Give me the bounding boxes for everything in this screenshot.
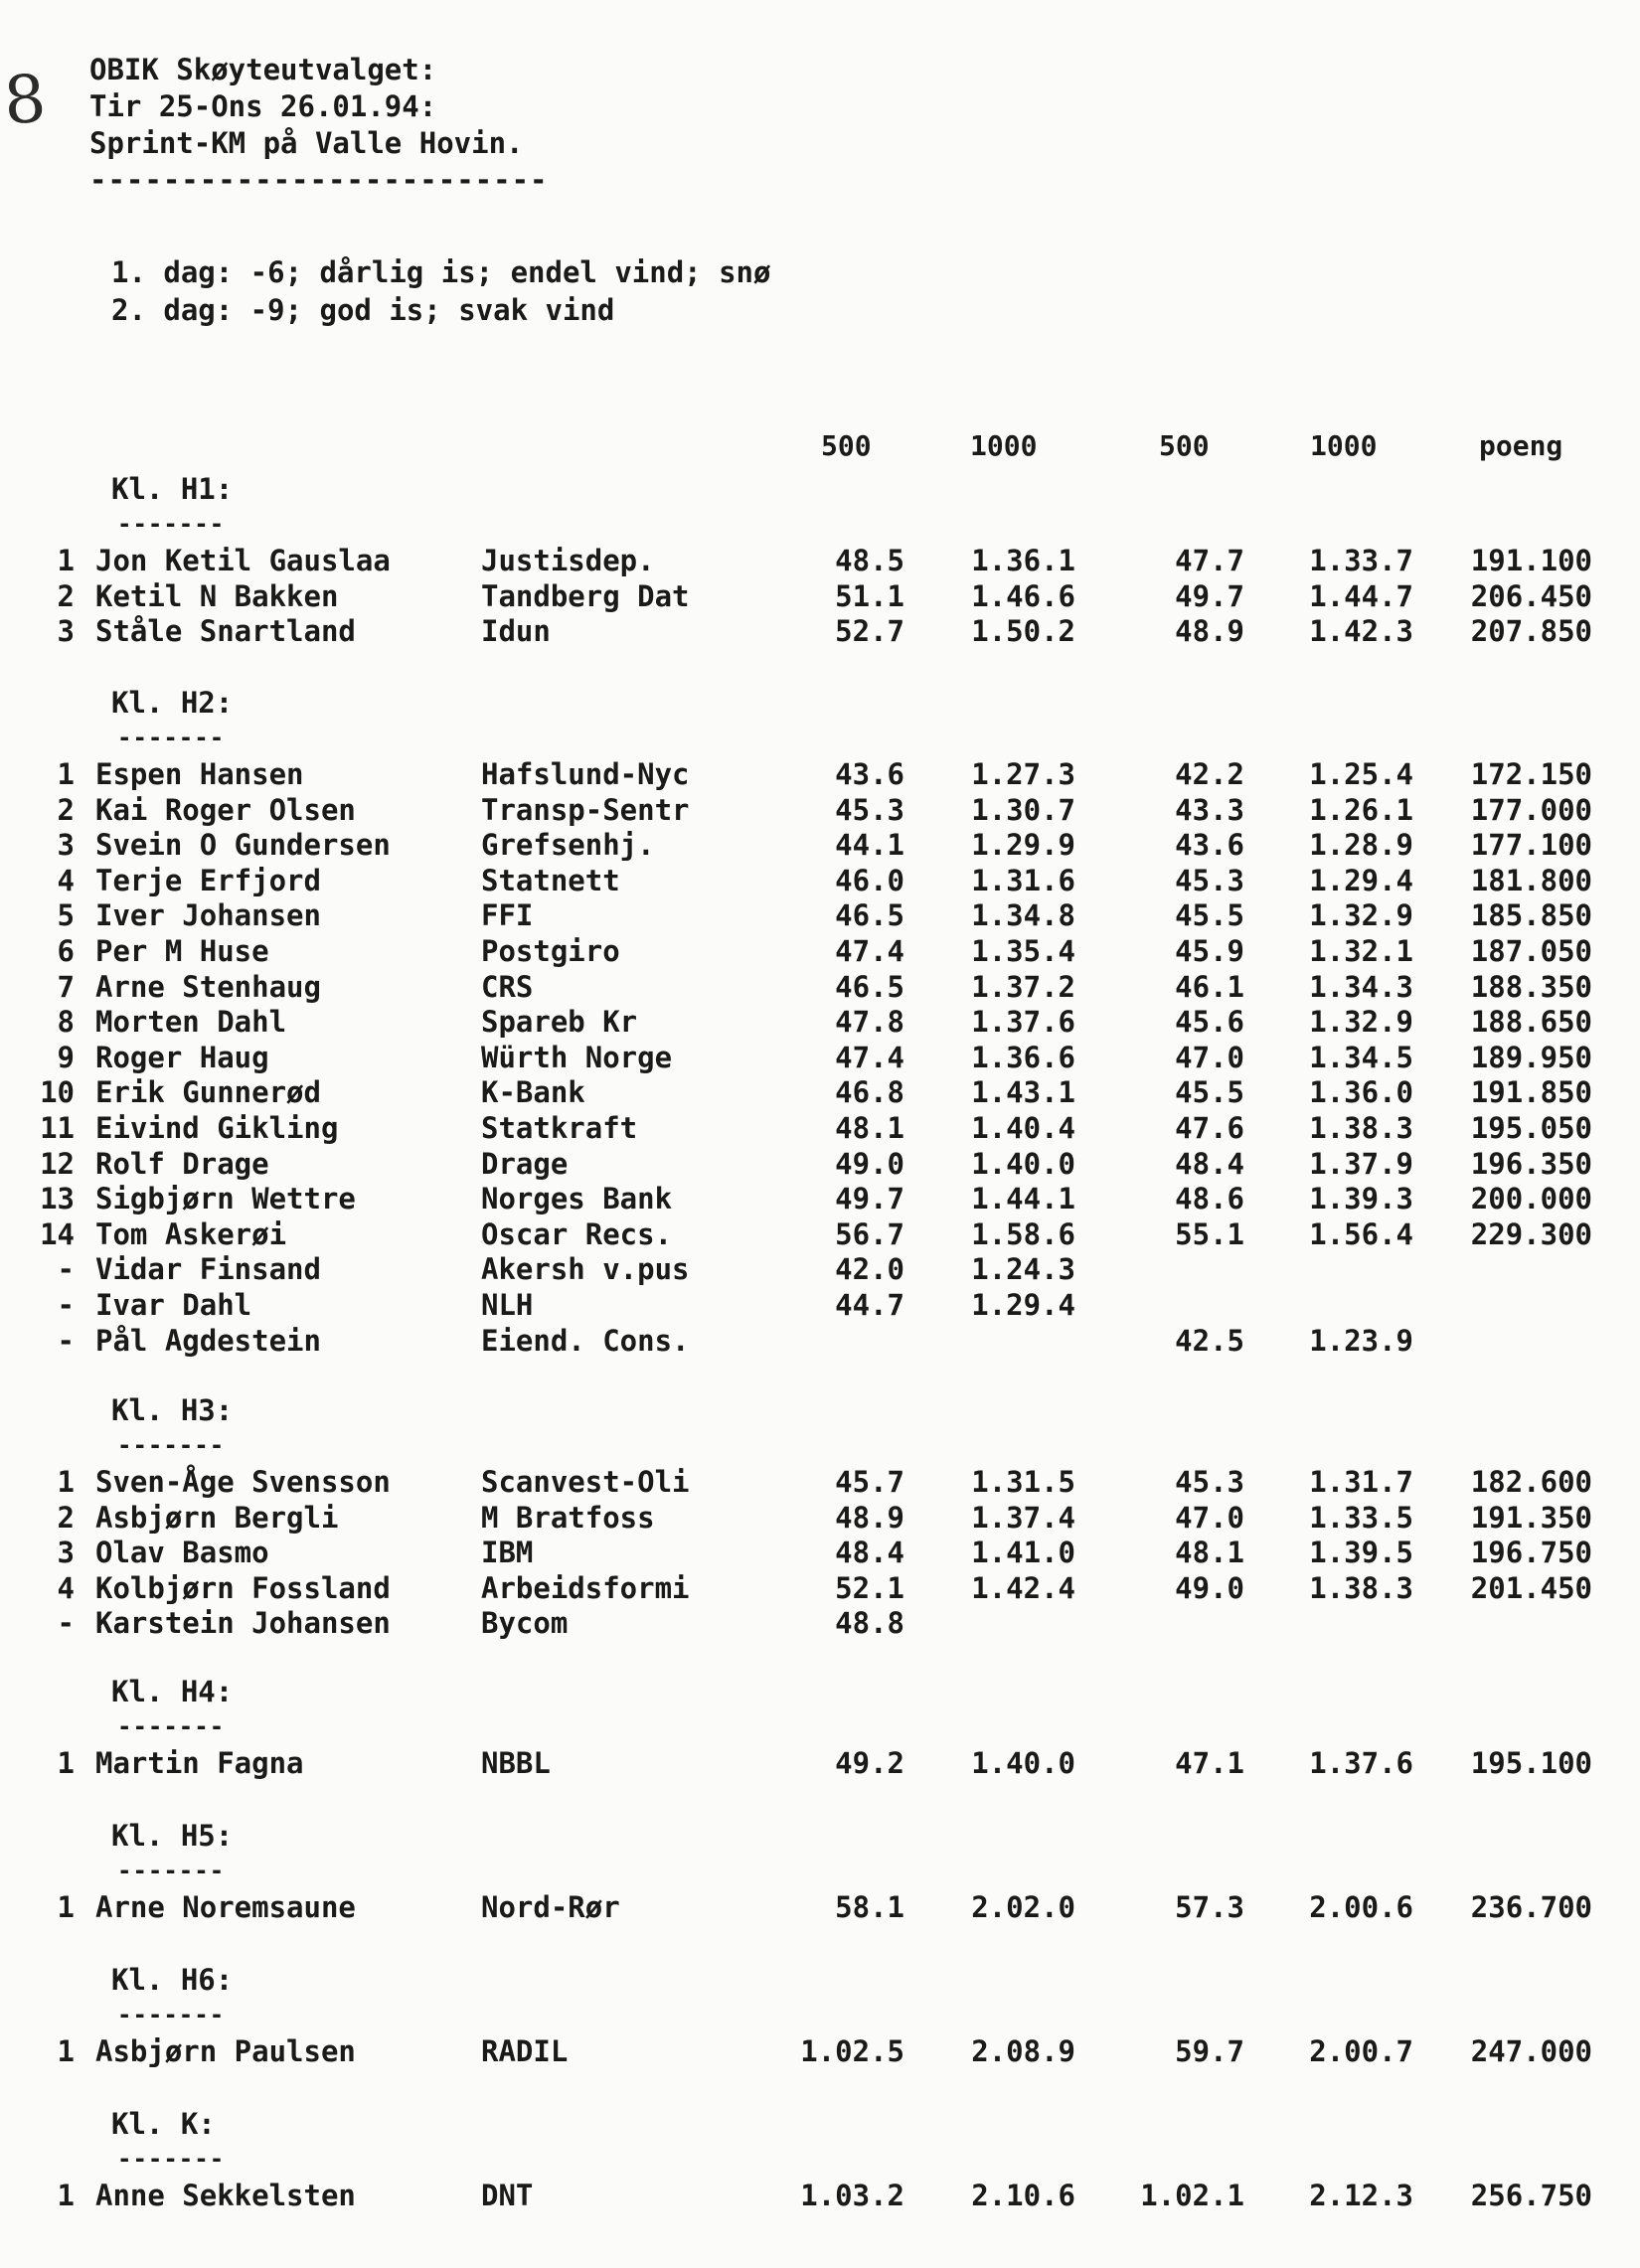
time-500-day1: 48.8 xyxy=(835,1606,904,1641)
club-name: Bycom xyxy=(481,1606,569,1641)
place: 3 xyxy=(57,828,75,863)
place: 2 xyxy=(57,578,75,613)
time-1000-day1: 1.44.1 xyxy=(971,1182,1075,1216)
time-1000-day1: 1.36.6 xyxy=(971,1040,1075,1074)
club-name: Statnett xyxy=(481,863,620,897)
time-500-day1: 46.8 xyxy=(835,1075,904,1110)
skater-name: Olav Basmo xyxy=(95,1536,269,1570)
time-1000-day2: 1.36.0 xyxy=(1309,1075,1413,1110)
time-1000-day2: 1.39.3 xyxy=(1309,1182,1413,1216)
result-row xyxy=(0,1111,1640,1147)
club-name: Justisdep. xyxy=(481,544,655,577)
class-heading-rule: ------- xyxy=(117,724,226,751)
points: 236.700 xyxy=(1470,1890,1592,1924)
result-row xyxy=(0,1075,1640,1111)
result-row xyxy=(0,1182,1640,1217)
result-row xyxy=(0,544,1640,579)
result-row xyxy=(0,1147,1640,1183)
place: 1 xyxy=(57,2034,75,2068)
time-500-day1: 49.7 xyxy=(835,1182,904,1216)
time-500-day2: 43.3 xyxy=(1175,792,1244,827)
place: 8 xyxy=(57,1005,75,1040)
time-1000-day2: 1.44.7 xyxy=(1309,578,1413,613)
time-500-day2: 47.1 xyxy=(1175,1746,1244,1780)
skater-name: Martin Fagna xyxy=(95,1746,304,1780)
result-row xyxy=(0,1005,1640,1041)
column-header-500-day2: 500 xyxy=(1159,429,1210,462)
time-1000-day2: 1.37.9 xyxy=(1309,1146,1413,1181)
points: 187.050 xyxy=(1470,934,1592,968)
place: 3 xyxy=(57,614,75,649)
time-1000-day1: 1.40.0 xyxy=(971,1146,1075,1181)
time-500-day1: 47.8 xyxy=(835,1005,904,1040)
club-name: Nord-Rør xyxy=(481,1890,620,1924)
time-500-day2: 49.0 xyxy=(1175,1570,1244,1605)
time-500-day2: 43.6 xyxy=(1175,828,1244,863)
time-1000-day1: 1.50.2 xyxy=(971,614,1075,649)
time-500-day2: 48.6 xyxy=(1175,1182,1244,1216)
time-500-day2: 55.1 xyxy=(1175,1216,1244,1251)
result-row xyxy=(0,2034,1640,2070)
place: 14 xyxy=(40,1216,75,1251)
time-500-day1: 46.5 xyxy=(835,898,904,933)
skater-name: Jon Ketil Gauslaa xyxy=(95,544,391,577)
result-row xyxy=(0,1252,1640,1288)
skater-name: Sven-Åge Svensson xyxy=(95,1465,391,1499)
result-row xyxy=(0,934,1640,970)
skater-name: Rolf Drage xyxy=(95,1146,269,1181)
result-row xyxy=(0,2179,1640,2214)
time-1000-day1: 1.37.6 xyxy=(971,1005,1075,1040)
time-1000-day2: 2.00.6 xyxy=(1309,1890,1413,1924)
club-name: Spareb Kr xyxy=(481,1005,638,1040)
time-1000-day2: 1.34.5 xyxy=(1309,1040,1413,1074)
time-1000-day1: 1.27.3 xyxy=(971,757,1075,791)
points: 177.100 xyxy=(1470,828,1592,863)
time-1000-day2: 1.32.1 xyxy=(1309,934,1413,968)
place: 5 xyxy=(57,898,75,933)
time-1000-day1: 1.36.1 xyxy=(971,544,1075,577)
time-500-day1: 48.1 xyxy=(835,1111,904,1145)
points: 177.000 xyxy=(1470,792,1592,827)
points: 181.800 xyxy=(1470,863,1592,897)
time-500-day2: 48.9 xyxy=(1175,614,1244,649)
time-500-day2: 57.3 xyxy=(1175,1890,1244,1924)
time-1000-day2: 1.38.3 xyxy=(1309,1111,1413,1145)
time-500-day1: 45.3 xyxy=(835,792,904,827)
class-heading: Kl. H2: xyxy=(111,686,234,720)
time-1000-day1: 1.43.1 xyxy=(971,1075,1075,1110)
time-500-day1: 1.02.5 xyxy=(800,2034,904,2068)
club-name: FFI xyxy=(481,898,534,933)
time-1000-day2: 1.38.3 xyxy=(1309,1570,1413,1605)
document-header xyxy=(89,52,549,199)
skater-name: Pål Agdestein xyxy=(95,1323,321,1358)
time-500-day2: 45.5 xyxy=(1175,1075,1244,1110)
time-500-day1: 48.5 xyxy=(835,544,904,577)
skater-name: Erik Gunnerød xyxy=(95,1075,321,1110)
result-row xyxy=(0,1041,1640,1076)
skater-name: Per M Huse xyxy=(95,934,269,968)
place: 4 xyxy=(57,863,75,897)
class-heading: Kl. H5: xyxy=(111,1819,234,1853)
result-row xyxy=(0,579,1640,615)
skater-name: Terje Erfjord xyxy=(95,863,321,897)
time-500-day1: 42.0 xyxy=(835,1252,904,1287)
time-500-day1: 44.1 xyxy=(835,828,904,863)
place: 3 xyxy=(57,1536,75,1570)
result-row xyxy=(0,1606,1640,1642)
time-500-day2: 1.02.1 xyxy=(1140,2179,1244,2212)
club-name: Scanvest-Oli xyxy=(481,1465,690,1499)
points: 247.000 xyxy=(1470,2034,1592,2068)
place: - xyxy=(57,1323,75,1358)
time-500-day1: 52.1 xyxy=(835,1570,904,1605)
time-500-day1: 47.4 xyxy=(835,934,904,968)
time-500-day1: 52.7 xyxy=(835,614,904,649)
result-row xyxy=(0,970,1640,1006)
time-1000-day1: 1.37.4 xyxy=(971,1500,1075,1535)
place: - xyxy=(57,1606,75,1641)
class-heading-rule: ------- xyxy=(117,510,226,538)
time-500-day1: 49.2 xyxy=(835,1746,904,1780)
skater-name: Sigbjørn Wettre xyxy=(95,1182,356,1216)
class-heading: Kl. H4: xyxy=(111,1675,234,1708)
result-row xyxy=(0,864,1640,899)
time-1000-day2: 2.12.3 xyxy=(1309,2179,1413,2212)
time-1000-day2: 1.37.6 xyxy=(1309,1746,1413,1780)
result-row xyxy=(0,1324,1640,1360)
place: 2 xyxy=(57,1500,75,1535)
place: 7 xyxy=(57,969,75,1004)
class-heading: Kl. H6: xyxy=(111,1963,234,1997)
result-row xyxy=(0,757,1640,793)
time-1000-day2: 1.29.4 xyxy=(1309,863,1413,897)
time-1000-day2: 1.34.3 xyxy=(1309,969,1413,1004)
class-heading-rule: ------- xyxy=(117,2001,226,2028)
points: 195.100 xyxy=(1470,1746,1592,1780)
result-row xyxy=(0,793,1640,829)
time-500-day2: 45.3 xyxy=(1175,863,1244,897)
column-header-1000-day2: 1000 xyxy=(1310,429,1378,462)
club-name: DNT xyxy=(481,2179,534,2212)
club-name: IBM xyxy=(481,1536,534,1570)
time-500-day2: 45.3 xyxy=(1175,1465,1244,1499)
time-1000-day1: 1.29.9 xyxy=(971,828,1075,863)
club-name: Tandberg Dat xyxy=(481,578,690,613)
club-name: CRS xyxy=(481,969,534,1004)
skater-name: Asbjørn Bergli xyxy=(95,1500,339,1535)
skater-name: Kolbjørn Fossland xyxy=(95,1570,391,1605)
result-row xyxy=(0,1571,1640,1607)
points: 189.950 xyxy=(1470,1040,1592,1074)
club-name: RADIL xyxy=(481,2034,569,2068)
skater-name: Arne Stenhaug xyxy=(95,969,321,1004)
time-500-day2: 47.0 xyxy=(1175,1500,1244,1535)
conditions-block xyxy=(111,253,770,329)
class-heading-rule: ------- xyxy=(117,1857,226,1884)
club-name: Statkraft xyxy=(481,1111,638,1145)
time-1000-day2: 2.00.7 xyxy=(1309,2034,1413,2068)
header-line-3: Sprint-KM på Valle Hovin. xyxy=(89,126,524,160)
time-500-day1: 51.1 xyxy=(835,578,904,613)
skater-name: Ståle Snartland xyxy=(95,614,356,649)
skater-name: Anne Sekkelsten xyxy=(95,2179,356,2212)
club-name: Transp-Sentr xyxy=(481,792,690,827)
header-line-1: OBIK Skøyteutvalget: xyxy=(89,53,437,86)
place: 11 xyxy=(40,1111,75,1145)
points: 206.450 xyxy=(1470,578,1592,613)
time-500-day2: 47.6 xyxy=(1175,1111,1244,1145)
club-name: Norges Bank xyxy=(481,1182,673,1216)
club-name: Eiend. Cons. xyxy=(481,1323,690,1358)
result-row xyxy=(0,1465,1640,1501)
time-500-day1: 44.7 xyxy=(835,1288,904,1322)
time-500-day2: 47.7 xyxy=(1175,544,1244,577)
header-rule: ------------------------- xyxy=(89,163,549,197)
time-1000-day1: 1.30.7 xyxy=(971,792,1075,827)
points: 185.850 xyxy=(1470,898,1592,933)
time-1000-day1: 1.41.0 xyxy=(971,1536,1075,1570)
time-1000-day2: 1.23.9 xyxy=(1309,1323,1413,1358)
time-1000-day1: 2.02.0 xyxy=(971,1890,1075,1924)
skater-name: Eivind Gikling xyxy=(95,1111,339,1145)
class-heading: Kl. H3: xyxy=(111,1393,234,1427)
time-1000-day2: 1.32.9 xyxy=(1309,898,1413,933)
column-header-points: poeng xyxy=(1479,429,1563,462)
club-name: Oscar Recs. xyxy=(481,1216,673,1251)
club-name: Grefsenhj. xyxy=(481,828,655,863)
time-500-day1: 48.4 xyxy=(835,1536,904,1570)
place: 9 xyxy=(57,1040,75,1074)
place: 1 xyxy=(57,544,75,577)
skater-name: Ivar Dahl xyxy=(95,1288,252,1322)
conditions-day-1: 1. dag: -6; dårlig is; endel vind; snø xyxy=(111,255,771,289)
club-name: Hafslund-Nyc xyxy=(481,757,690,791)
time-500-day1: 43.6 xyxy=(835,757,904,791)
club-name: NBBL xyxy=(481,1746,551,1780)
skater-name: Svein O Gundersen xyxy=(95,828,391,863)
conditions-day-2: 2. dag: -9; god is; svak vind xyxy=(111,293,615,327)
place: 1 xyxy=(57,1890,75,1924)
place: 12 xyxy=(40,1146,75,1181)
place: 1 xyxy=(57,757,75,791)
place: 1 xyxy=(57,1465,75,1499)
result-row xyxy=(0,1501,1640,1537)
skater-name: Asbjørn Paulsen xyxy=(95,2034,356,2068)
column-header-500-day1: 500 xyxy=(821,429,872,462)
time-1000-day2: 1.28.9 xyxy=(1309,828,1413,863)
time-500-day2: 46.1 xyxy=(1175,969,1244,1004)
skater-name: Arne Noremsaune xyxy=(95,1890,356,1924)
time-500-day2: 42.5 xyxy=(1175,1323,1244,1358)
class-heading-rule: ------- xyxy=(117,2145,226,2173)
points: 201.450 xyxy=(1470,1570,1592,1605)
time-1000-day1: 1.40.0 xyxy=(971,1746,1075,1780)
time-500-day1: 48.9 xyxy=(835,1500,904,1535)
place: 10 xyxy=(40,1075,75,1110)
class-heading-rule: ------- xyxy=(117,1712,226,1740)
place: 13 xyxy=(40,1182,75,1216)
time-1000-day2: 1.32.9 xyxy=(1309,1005,1413,1040)
place: 4 xyxy=(57,1570,75,1605)
points: 188.350 xyxy=(1470,969,1592,1004)
time-500-day2: 48.4 xyxy=(1175,1146,1244,1181)
points: 229.300 xyxy=(1470,1216,1592,1251)
result-row xyxy=(0,1746,1640,1782)
skater-name: Espen Hansen xyxy=(95,757,304,791)
time-500-day1: 56.7 xyxy=(835,1216,904,1251)
skater-name: Tom Askerøi xyxy=(95,1216,287,1251)
place: 1 xyxy=(57,2179,75,2212)
place: - xyxy=(57,1288,75,1322)
time-1000-day1: 1.58.6 xyxy=(971,1216,1075,1251)
points: 200.000 xyxy=(1470,1182,1592,1216)
club-name: K-Bank xyxy=(481,1075,585,1110)
time-500-day2: 45.6 xyxy=(1175,1005,1244,1040)
time-1000-day1: 1.31.6 xyxy=(971,863,1075,897)
place: - xyxy=(57,1252,75,1287)
time-500-day1: 47.4 xyxy=(835,1040,904,1074)
header-line-2: Tir 25-Ons 26.01.94: xyxy=(89,89,437,123)
time-500-day2: 47.0 xyxy=(1175,1040,1244,1074)
points: 191.350 xyxy=(1470,1500,1592,1535)
class-heading-rule: ------- xyxy=(117,1431,226,1459)
club-name: Idun xyxy=(481,614,551,649)
skater-name: Vidar Finsand xyxy=(95,1252,321,1287)
time-1000-day1: 1.29.4 xyxy=(971,1288,1075,1322)
time-500-day1: 46.5 xyxy=(835,969,904,1004)
points: 191.100 xyxy=(1470,544,1592,577)
time-1000-day1: 1.46.6 xyxy=(971,578,1075,613)
skater-name: Iver Johansen xyxy=(95,898,321,933)
class-heading: Kl. H1: xyxy=(111,472,234,506)
time-500-day1: 58.1 xyxy=(835,1890,904,1924)
points: 196.750 xyxy=(1470,1536,1592,1570)
result-row xyxy=(0,828,1640,864)
time-1000-day2: 1.31.7 xyxy=(1309,1465,1413,1499)
time-1000-day1: 1.35.4 xyxy=(971,934,1075,968)
result-row xyxy=(0,1890,1640,1926)
skater-name: Morten Dahl xyxy=(95,1005,287,1040)
club-name: M Bratfoss xyxy=(481,1500,655,1535)
class-heading: Kl. K: xyxy=(111,2107,216,2141)
points: 191.850 xyxy=(1470,1075,1592,1110)
time-1000-day2: 1.26.1 xyxy=(1309,792,1413,827)
club-name: Arbeidsformi xyxy=(481,1570,690,1605)
time-500-day2: 45.9 xyxy=(1175,934,1244,968)
result-row xyxy=(0,898,1640,934)
place: 2 xyxy=(57,792,75,827)
points: 207.850 xyxy=(1470,614,1592,649)
skater-name: Kai Roger Olsen xyxy=(95,792,356,827)
time-1000-day1: 1.34.8 xyxy=(971,898,1075,933)
points: 188.650 xyxy=(1470,1005,1592,1040)
time-1000-day1: 2.10.6 xyxy=(971,2179,1075,2212)
time-500-day2: 49.7 xyxy=(1175,578,1244,613)
time-1000-day1: 1.42.4 xyxy=(971,1570,1075,1605)
skater-name: Roger Haug xyxy=(95,1040,269,1074)
club-name: NLH xyxy=(481,1288,534,1322)
time-1000-day1: 1.24.3 xyxy=(971,1252,1075,1287)
handwritten-page-number: 8 xyxy=(1,60,49,140)
place: 6 xyxy=(57,934,75,968)
time-1000-day2: 1.25.4 xyxy=(1309,757,1413,791)
result-row xyxy=(0,1217,1640,1253)
skater-name: Karstein Johansen xyxy=(95,1606,391,1641)
club-name: Akersh v.pus xyxy=(481,1252,690,1287)
time-1000-day2: 1.42.3 xyxy=(1309,614,1413,649)
place: 1 xyxy=(57,1746,75,1780)
column-header-1000-day1: 1000 xyxy=(970,429,1038,462)
club-name: Drage xyxy=(481,1146,569,1181)
points: 182.600 xyxy=(1470,1465,1592,1499)
time-500-day1: 46.0 xyxy=(835,863,904,897)
time-1000-day1: 1.37.2 xyxy=(971,969,1075,1004)
time-500-day2: 59.7 xyxy=(1175,2034,1244,2068)
points: 256.750 xyxy=(1470,2179,1592,2212)
club-name: Postgiro xyxy=(481,934,620,968)
result-row xyxy=(0,614,1640,650)
time-1000-day2: 1.39.5 xyxy=(1309,1536,1413,1570)
result-row xyxy=(0,1288,1640,1324)
club-name: Würth Norge xyxy=(481,1040,673,1074)
time-1000-day2: 1.33.7 xyxy=(1309,544,1413,577)
time-500-day1: 1.03.2 xyxy=(800,2179,904,2212)
time-500-day1: 45.7 xyxy=(835,1465,904,1499)
points: 195.050 xyxy=(1470,1111,1592,1145)
time-500-day2: 42.2 xyxy=(1175,757,1244,791)
skater-name: Ketil N Bakken xyxy=(95,578,339,613)
time-500-day2: 45.5 xyxy=(1175,898,1244,933)
points: 196.350 xyxy=(1470,1146,1592,1181)
time-500-day1: 49.0 xyxy=(835,1146,904,1181)
time-1000-day1: 2.08.9 xyxy=(971,2034,1075,2068)
time-1000-day2: 1.56.4 xyxy=(1309,1216,1413,1251)
time-1000-day1: 1.40.4 xyxy=(971,1111,1075,1145)
result-row xyxy=(0,1536,1640,1571)
time-1000-day1: 1.31.5 xyxy=(971,1465,1075,1499)
time-1000-day2: 1.33.5 xyxy=(1309,1500,1413,1535)
time-500-day2: 48.1 xyxy=(1175,1536,1244,1570)
points: 172.150 xyxy=(1470,757,1592,791)
